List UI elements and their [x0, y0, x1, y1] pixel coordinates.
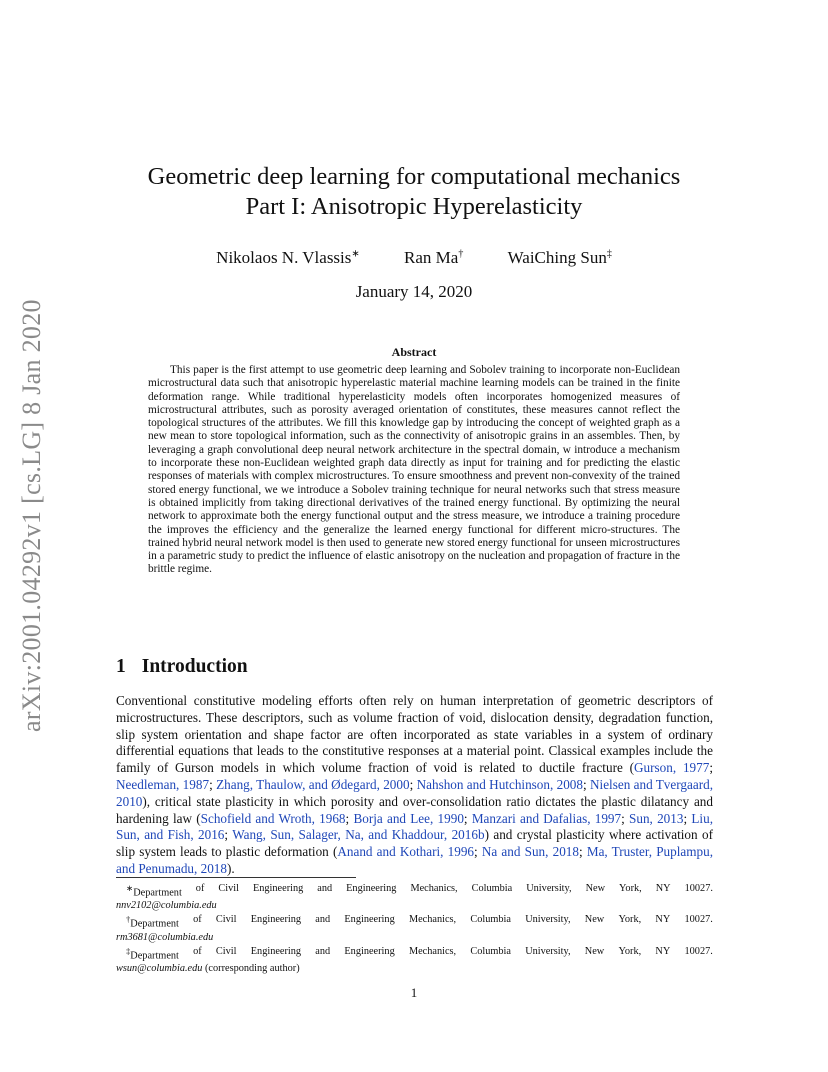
- citation-link[interactable]: Sun, 2013: [629, 810, 684, 826]
- footnote-word: New: [584, 914, 605, 926]
- section-title: Introduction: [141, 656, 248, 677]
- citation-link[interactable]: Gurson, 1977: [634, 760, 710, 776]
- introduction-paragraph: Conventional constitutive modeling efforts often rely on human interpretation of geometric descriptors of microstructures. These descriptors, such as volume fraction of void, dislocation density, degradation function, slip system orientation and shape factor are often incorporated as state variables in a system of ordinary differential equations that leads to the constitutive responses at a material point. Classical examples include the family of Gurson models in which volume fraction of void is related to ductile fracture (Gurson, 1977; Needleman, 1987; Zhang, Thaulow, and Ødegard, 2000; Nahshon and Hutchinson, 2008; Nielsen and Tvergaard, 2010), critical state plasticity in which porosity and over-consolidation ratio dictates the plastic dilatancy and hardening law (Schofield and Wroth, 1968; Borja and Lee, 1990; Manzari and Dafalias, 1997; Sun, 2013; Liu, Sun, and Fish, 2016; Wang, Sun, Salager, Na, and Khaddour, 2016b) and crystal plasticity where activation of slip system leads to plastic deformation (Anand and Kothari, 1996; Na and Sun, 2018; Ma, Truster, Puplampu, and Penumadu, 2018).: [116, 693, 713, 876]
- title-line-1: Geometric deep learning for computational mechanics: [147, 163, 681, 190]
- footnote-word: of: [193, 945, 202, 957]
- footnote-word: and: [315, 945, 331, 957]
- footnote-word: Engineering: [250, 945, 302, 957]
- footnote-word: Engineering: [344, 945, 395, 957]
- footnote-mark: ‡: [126, 945, 131, 956]
- citation-link[interactable]: Zhang, Thaulow, and Ødegard, 2000: [216, 776, 410, 792]
- footnote-word: NY: [655, 945, 671, 957]
- arxiv-identifier-stamp[interactable]: arXiv:2001.04292v1 [cs.LG] 8 Jan 2020: [17, 299, 46, 732]
- footnote-word: Engineering: [344, 914, 395, 926]
- footnotes: [116, 882, 713, 976]
- citation-link[interactable]: Na and Sun, 2018: [481, 844, 579, 860]
- author-footnote-mark: ∗: [351, 248, 360, 260]
- email-address[interactable]: rm3681@columbia.edu: [116, 931, 214, 943]
- footnote-word: Columbia: [470, 914, 511, 926]
- footnote-1: [116, 882, 713, 912]
- footnote-affiliation: [116, 913, 713, 930]
- footnote-word: 10027.: [684, 945, 713, 957]
- footnote-word: NY: [655, 914, 671, 926]
- footnote-word: York,: [618, 945, 642, 957]
- footnote-lead: [126, 913, 179, 930]
- citation-link[interactable]: Nielsen and Tvergaard, 2010: [116, 776, 713, 809]
- footnote-word: University,: [526, 883, 572, 894]
- footnote-word: 10027.: [684, 883, 713, 894]
- footnote-lead: [126, 882, 182, 899]
- author-name: Ran Ma: [404, 248, 459, 267]
- citation-link[interactable]: Liu, Sun, and Fish, 2016: [116, 810, 713, 843]
- citation-link[interactable]: Needleman, 1987: [116, 776, 210, 792]
- author-list: [60, 248, 768, 268]
- citation-link[interactable]: Wang, Sun, Salager, Na, and Khaddour, 2016b: [232, 827, 485, 843]
- footnote-word: Mechanics,: [410, 883, 458, 894]
- citation-link[interactable]: Anand and Kothari, 1996: [337, 844, 475, 860]
- footnote-word: of: [195, 883, 205, 894]
- footnote-word: Civil: [218, 883, 239, 894]
- footnote-contact: [116, 931, 713, 944]
- author-2: [404, 248, 463, 267]
- footnote-contact: [116, 899, 713, 912]
- footnote-word: New: [584, 945, 605, 957]
- footnote-word: and: [317, 883, 333, 894]
- section-number: 1: [116, 656, 126, 677]
- paper-title: [60, 162, 768, 222]
- title-line-2: Part I: Anisotropic Hyperelasticity: [245, 193, 583, 220]
- footnote-word: Engineering: [250, 914, 302, 926]
- intro-text: ).: [226, 860, 235, 876]
- intro-text: Conventional constitutive modeling efforts often rely on human interpretation of geometric descriptors of microstructures. These descriptors, such as volume fraction of void, dislocation density, degradation function, slip system orientation and shape factor are often incorporated as state variables in a system of ordinary differential equations that leads to the constitutive responses at a material point. Classical examples include the family of Gurson models in which volume fraction of void is related to ductile fracture (: [116, 693, 713, 776]
- footnote-mark: †: [126, 914, 131, 925]
- footnote-word: Civil: [215, 914, 237, 926]
- footnote-word: Civil: [215, 945, 237, 957]
- abstract-heading: Abstract: [391, 345, 437, 359]
- author-footnote-mark: †: [458, 248, 464, 260]
- footnote-word: New: [585, 883, 606, 894]
- footnote-suffix: (corresponding author): [202, 963, 300, 975]
- abstract-text: This paper is the first attempt to use geometric deep learning and Sobolev training to incorporate non-Euclidean microstructural data such that anisotropic hyperelastic material machine learning models can be trained in the finite deformation range. While traditional hyperelasticity models often incorporates homogenized measures of microstructural attributes, such as porosity averaged orientation of constitutes, these measures cannot reflect the topological structures of the attributes. We fill this knowledge gap by introducing the concept of weighted graph as a new mean to store topological information, such as the connectivity of anisotropic grains in an assembles. Then, by leveraging a graph convolutional deep neural network architecture in the spectral domain, w introduce a mechanism to incorporate these non-Euclidean weighted graph data directly as input for training and for predicting the elastic responses of materials with complex microstructures. To ensure smoothness and prevent non-convexity of the trained stored energy functional, we we introduce a Sobolev training technique for neural networks such that stress measure is obtained implicitly from taking directional derivatives of the trained energy functional. By optimizing the neural network to approximate both the energy functional output and the stress measure, we introduce a training procedure the improves the efficiency and the generalize the learned energy functional for different micro-structures. The trained hybrid neural network model is then used to generate new stored energy functional for unseen microstructures in a parametric study to predict the influence of elastic anisotropy on the nucleation and propagation of fracture in the brittle regime.: [148, 364, 680, 576]
- footnote-word: Engineering: [346, 883, 397, 894]
- footnote-word: Engineering: [252, 883, 304, 894]
- email-address[interactable]: nnv2102@columbia.edu: [116, 900, 217, 912]
- author-name: Nikolaos N. Vlassis: [216, 248, 352, 267]
- author-footnote-mark: ‡: [606, 248, 612, 260]
- footnote-contact: [116, 962, 713, 975]
- intro-text: ), critical state plasticity in which porosity and over-consolidation ratio dictates the plastic dilatancy and hardening law (: [116, 793, 713, 826]
- footnote-word: of: [193, 914, 202, 926]
- footnote-mark: ∗: [126, 883, 134, 893]
- footnote-word: Mechanics,: [408, 914, 457, 926]
- email-address[interactable]: wsun@columbia.edu: [116, 963, 203, 975]
- footnote-word: York,: [618, 914, 642, 926]
- footnote-word: Columbia: [470, 945, 511, 957]
- footnote-word: York,: [619, 883, 642, 894]
- author-name: WaiChing Sun: [507, 248, 607, 267]
- footnote-word: NY: [655, 883, 671, 894]
- footnote-word: Department: [133, 887, 182, 899]
- section-heading: [116, 656, 716, 678]
- footnote-word: Mechanics,: [408, 945, 457, 957]
- page-number: 1: [410, 985, 418, 1000]
- intro-text: ) and crystal plasticity where activation of slip system leads to plastic deformation (: [116, 827, 713, 860]
- footnote-word: University,: [525, 945, 571, 957]
- footnote-word: 10027.: [684, 914, 713, 926]
- footnote-word: Department: [130, 950, 179, 962]
- footnote-word: Department: [130, 918, 179, 930]
- footnote-affiliation: [116, 882, 713, 899]
- citation-link[interactable]: Schofield and Wroth, 1968: [200, 810, 346, 826]
- footnote-3: [116, 945, 713, 975]
- citation-link[interactable]: Nahshon and Hutchinson, 2008: [416, 776, 583, 792]
- footnote-word: University,: [525, 914, 571, 926]
- citation-link[interactable]: Ma, Truster, Puplampu, and Penumadu, 2018: [116, 844, 713, 876]
- footnote-word: Columbia: [471, 883, 513, 894]
- footnote-lead: [126, 945, 179, 962]
- footnote-divider: [116, 877, 356, 878]
- footnote-affiliation: [116, 945, 713, 962]
- footnote-word: and: [315, 914, 331, 926]
- footnote-2: [116, 913, 713, 943]
- citation-link[interactable]: Manzari and Dafalias, 1997: [471, 810, 622, 826]
- author-3: [508, 248, 612, 267]
- publication-date: January 14, 2020: [355, 282, 473, 301]
- citation-link[interactable]: Borja and Lee, 1990: [353, 810, 464, 826]
- author-1: [216, 248, 360, 267]
